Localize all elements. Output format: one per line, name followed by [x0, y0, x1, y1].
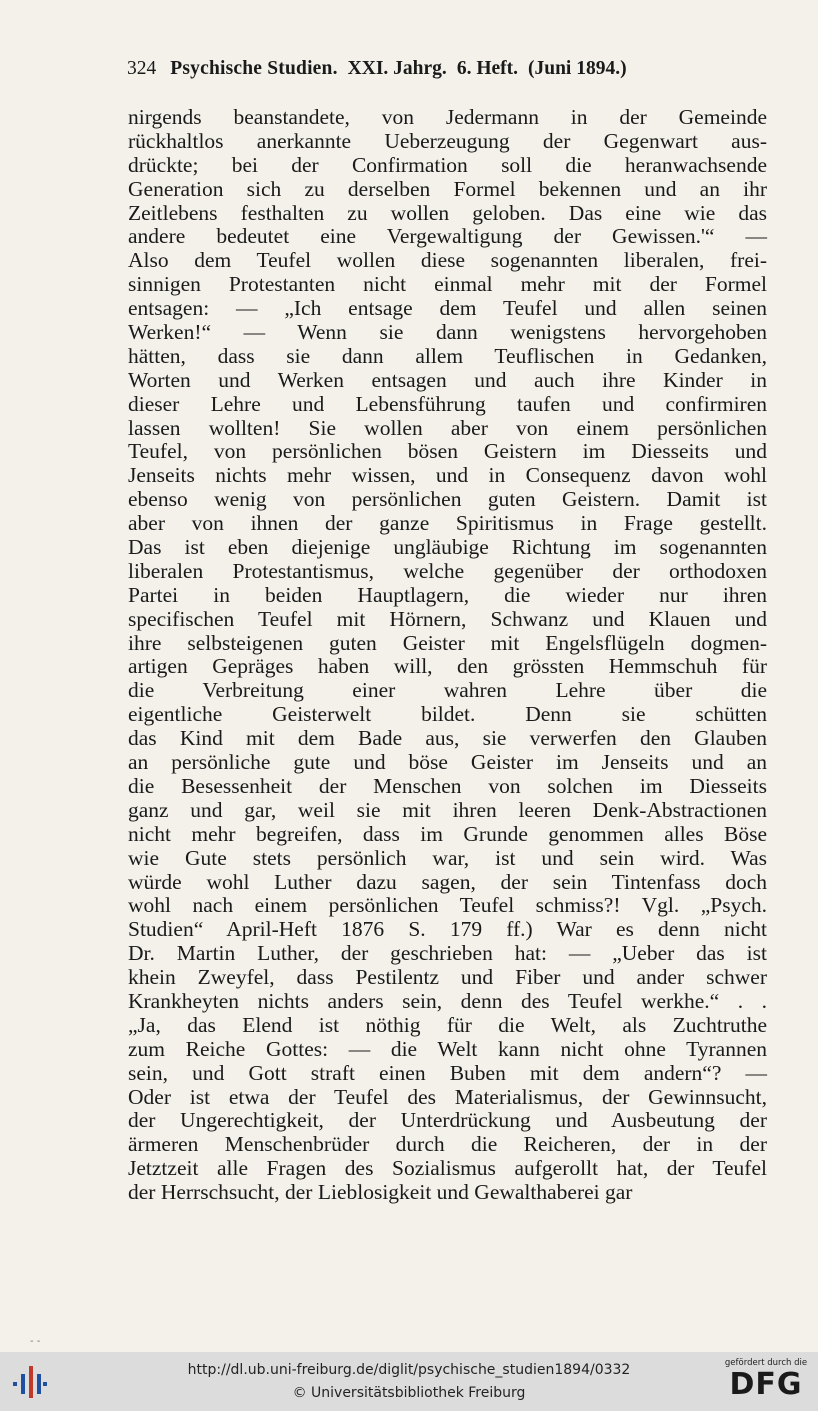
text-line: ärmeren Menschenbrüder durch die Reicheren, der in der: [128, 1132, 767, 1157]
text-line: Studien“ April-Heft 1876 S. 179 ff.) War es denn nicht: [128, 917, 767, 942]
text-line: die Verbreitung einer wahren Lehre über die: [128, 678, 767, 703]
text-line: Dr. Martin Luther, der geschrieben hat: — „Ueber das ist: [128, 941, 767, 966]
footer-copyright: © Universitätsbibliothek Freiburg: [292, 1385, 526, 1401]
text-line: dieser Lehre und Lebensführung taufen und confirmiren: [128, 391, 767, 416]
text-line: „Ja, das Elend ist nöthig für die Welt, als Zuchtruthe: [128, 1012, 767, 1037]
scan-marks: - -: [30, 1336, 41, 1347]
text-line: Werken!“ — Wenn sie dann wenigstens hervorgehoben: [128, 320, 767, 345]
dfg-logo[interactable]: [722, 1358, 810, 1406]
text-line: aber von ihnen der ganze Spiritismus in Frage gestellt.: [128, 511, 767, 536]
volume-label: XXI. Jahrg.: [347, 58, 447, 79]
text-line: rückhaltlos anerkannte Ueberzeugung der Gegenwart aus-: [128, 128, 767, 153]
text-line: nirgends beanstandete, von Jedermann in der Gemeinde: [128, 105, 767, 129]
text-line: drückte; bei der Confirmation soll die heranwachsende: [128, 152, 767, 177]
text-line: wie Gute stets persönlich war, ist und sein wird. Was: [128, 845, 767, 870]
text-line: andere bedeutet eine Vergewaltigung der Gewissen.'“ —: [128, 224, 767, 249]
text-line: lassen wollten! Sie wollen aber von einem persönlichen: [128, 415, 767, 440]
text-line: an persönliche gute und böse Geister im Jenseits und an: [128, 750, 767, 775]
text-line: Krankheyten nichts anders sein, denn des Teufel werkhe.“ . .: [128, 988, 767, 1013]
text-line: entsagen: — „Ich entsage dem Teufel und allen seinen: [128, 296, 767, 321]
issue-label: 6. Heft.: [456, 58, 518, 79]
body-text: [128, 106, 767, 1205]
text-line: hätten, dass sie dann allem Teuflischen in Gedanken,: [128, 343, 767, 368]
text-line: Partei in beiden Hauptlagern, die wieder nur ihren: [128, 582, 767, 607]
text-line: Teufel, von persönlichen bösen Geistern im Diesseits und: [128, 439, 767, 464]
text-line: sein, und Gott straft einen Buben mit dem andern“? —: [128, 1060, 767, 1085]
text-line: Jetztzeit alle Fragen des Sozialismus aufgerollt hat, der Teufel: [128, 1156, 767, 1181]
text-line: Das ist eben diejenige ungläubige Richtung im sogenannten: [128, 535, 767, 560]
text-line: der Ungerechtigkeit, der Unterdrückung und Ausbeutung der: [128, 1108, 767, 1133]
text-line: ganz und gar, weil sie mit ihren leeren Denk-Abstractionen: [128, 797, 767, 822]
text-line: specifischen Teufel mit Hörnern, Schwanz und Klauen und: [128, 606, 767, 631]
page-number: 324: [127, 58, 157, 79]
text-line: würde wohl Luther dazu sagen, der sein Tintenfass doch: [128, 869, 767, 894]
text-line: ihre selbsteigenen guten Geister mit Engelsflügeln dogmen-: [128, 630, 767, 655]
text-line: die Besessenheit der Menschen von solchen im Diesseits: [128, 773, 767, 798]
text-line: Generation sich zu derselben Formel bekennen und an ihr: [128, 176, 767, 201]
footer-url-link[interactable]: http://dl.ub.uni-freiburg.de/diglit/psychische_studien1894/0332: [187, 1362, 631, 1378]
text-line: Jenseits nichts mehr wissen, und in Consequenz davon wohl: [128, 463, 767, 488]
text-line: ebenso wenig von persönlichen guten Geistern. Damit ist: [128, 487, 767, 512]
text-line: eigentliche Geisterwelt bildet. Denn sie schütten: [128, 702, 767, 727]
issue-date: (Juni 1894.): [528, 58, 627, 79]
text-line: der Herrschsucht, der Lieblosigkeit und Gewalthaberei gar: [128, 1180, 633, 1205]
text-line: Also dem Teufel wollen diese sogenannten liberalen, frei-: [128, 248, 767, 273]
text-line: Worten und Werken entsagen und auch ihre Kinder in: [128, 367, 767, 392]
text-line: zum Reiche Gottes: — die Welt kann nicht ohne Tyrannen: [128, 1036, 767, 1061]
text-line: khein Zweyfel, dass Pestilentz und Fiber und ander schwer: [128, 965, 767, 990]
text-line: das Kind mit dem Bade aus, sie verwerfen den Glauben: [128, 726, 767, 751]
footer-bar: [0, 1352, 818, 1411]
text-line: liberalen Protestantismus, welche gegenüber der orthodoxen: [128, 558, 767, 583]
text-line: Zeitlebens festhalten zu wollen geloben. Das eine wie das: [128, 200, 767, 225]
dfg-logo-text: DFG: [729, 1367, 803, 1402]
text-line: sinnigen Protestanten nicht einmal mehr mit der Formel: [128, 272, 767, 297]
text-line: artigen Gepräges haben will, den grössten Hemmschuh für: [128, 654, 767, 679]
journal-title: Psychische Studien.: [170, 58, 338, 79]
text-line: Oder ist etwa der Teufel des Materialismus, der Gewinnsucht,: [128, 1084, 767, 1109]
running-head: [127, 58, 767, 80]
text-line: nicht mehr begreifen, dass im Grunde genommen alles Böse: [128, 821, 767, 846]
dfg-caption: gefördert durch die: [724, 1358, 808, 1368]
text-line: wohl nach einem persönlichen Teufel schmiss?! Vgl. „Psych.: [128, 893, 767, 918]
